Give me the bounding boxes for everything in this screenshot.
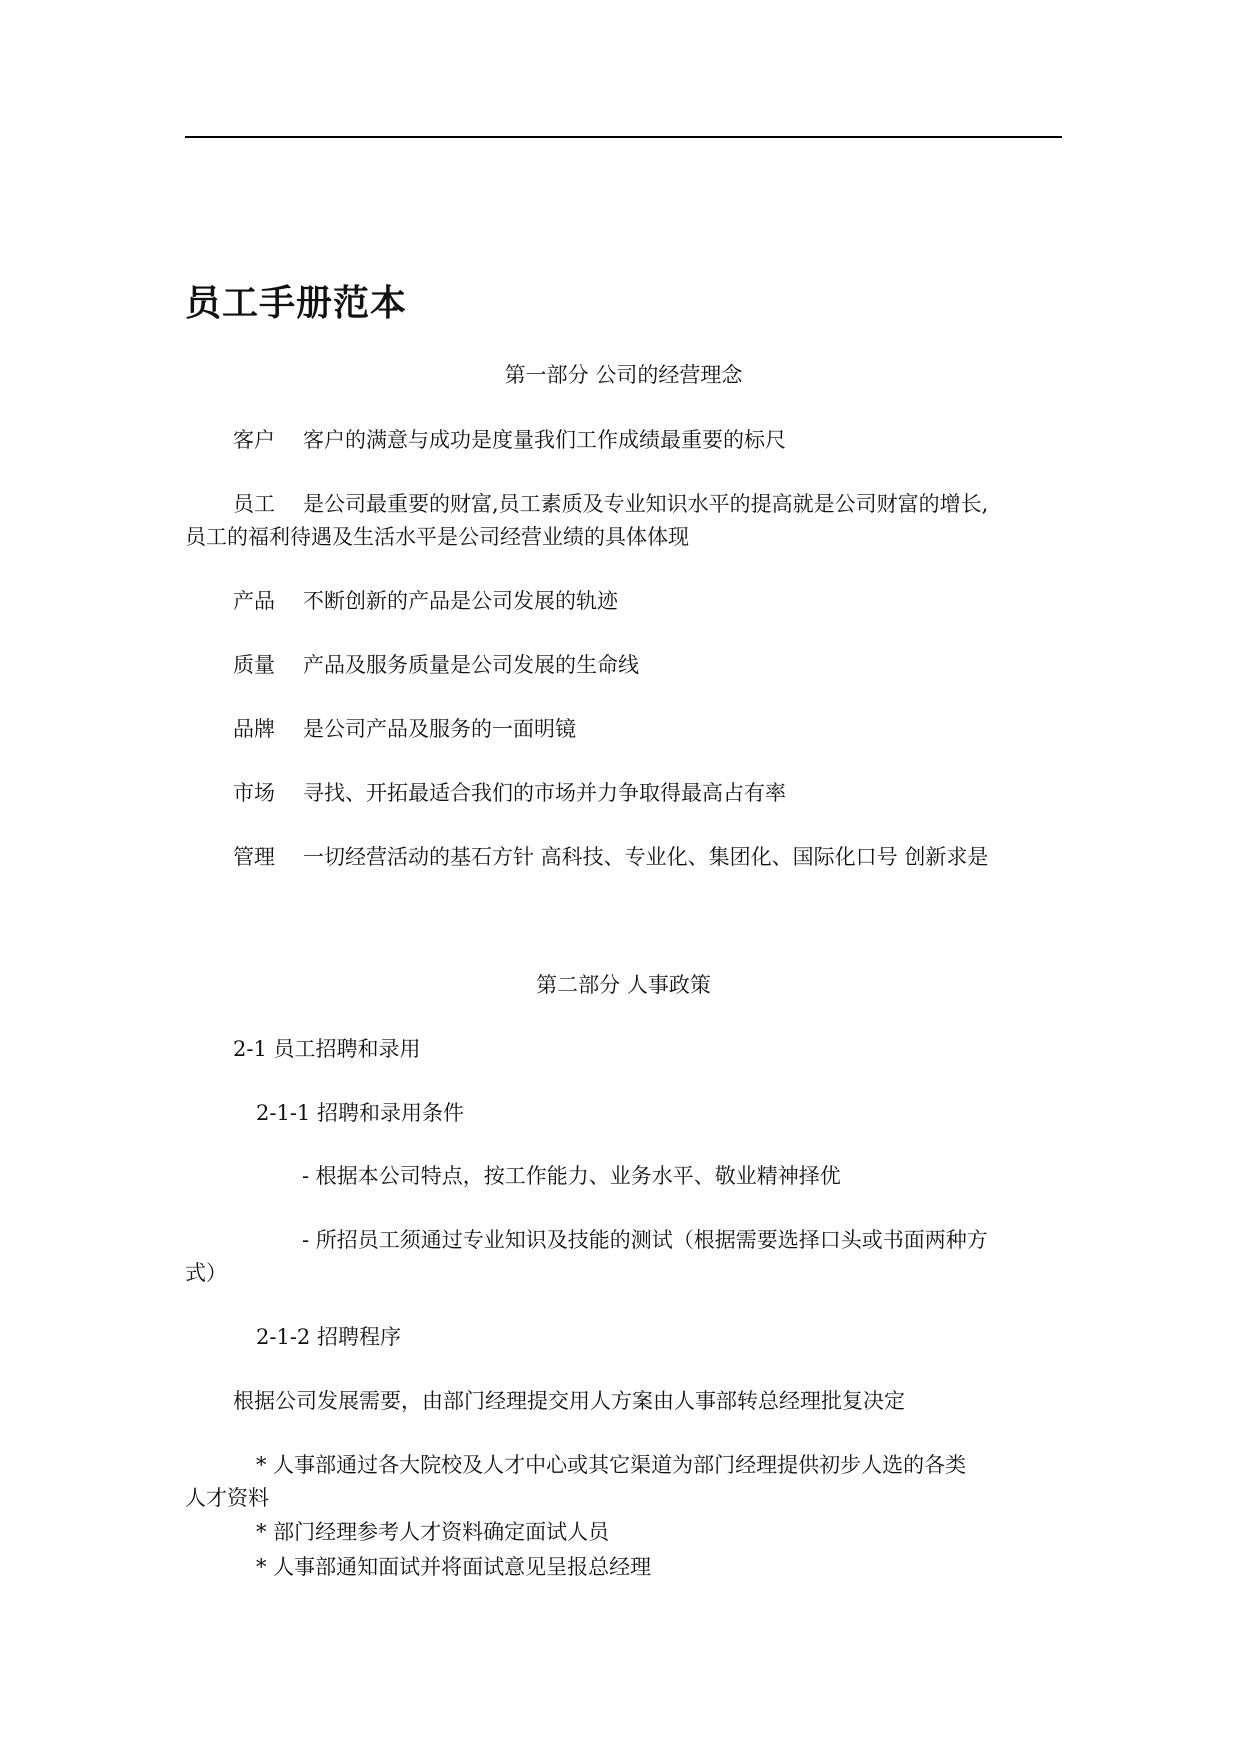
condition-item-continuation: 式） bbox=[185, 1261, 227, 1285]
principle-term: 质量 bbox=[233, 653, 275, 677]
principle-item-customer bbox=[233, 424, 786, 456]
header-rule bbox=[185, 136, 1062, 138]
principle-text: 客户的满意与成功是度量我们工作成绩最重要的标尺 bbox=[303, 428, 786, 452]
section-2-1-2-heading: 2-1-2 招聘程序 bbox=[256, 1325, 401, 1349]
principle-item-product bbox=[233, 585, 618, 617]
section-2-1-1-heading: 2-1-1 招聘和录用条件 bbox=[256, 1101, 464, 1125]
principle-term: 市场 bbox=[233, 781, 275, 805]
section-2-1-heading: 2-1 员工招聘和录用 bbox=[233, 1037, 421, 1061]
principle-item-market bbox=[233, 777, 786, 809]
principle-term: 管理 bbox=[233, 845, 275, 869]
principle-term: 品牌 bbox=[233, 717, 275, 741]
procedure-step-continuation: 人才资料 bbox=[185, 1486, 269, 1510]
principle-text: 不断创新的产品是公司发展的轨迹 bbox=[303, 589, 618, 613]
part1-heading: 第一部分 公司的经营理念 bbox=[504, 363, 743, 387]
principle-item-quality bbox=[233, 649, 639, 681]
principle-text: 是公司产品及服务的一面明镜 bbox=[303, 717, 576, 741]
principle-text: 寻找、开拓最适合我们的市场并力争取得最高占有率 bbox=[303, 781, 786, 805]
condition-item: - 根据本公司特点，按工作能力、业务水平、敬业精神择优 bbox=[302, 1164, 841, 1188]
condition-item: - 所招员工须通过专业知识及技能的测试（根据需要选择口头或书面两种方 bbox=[302, 1228, 988, 1252]
part2-heading: 第二部分 人事政策 bbox=[536, 973, 711, 997]
principle-item-management bbox=[233, 841, 988, 873]
principle-text: 产品及服务质量是公司发展的生命线 bbox=[303, 653, 639, 677]
procedure-step: * 人事部通过各大院校及人才中心或其它渠道为部门经理提供初步人选的各类 bbox=[256, 1453, 967, 1477]
principle-item-brand bbox=[233, 713, 576, 745]
principle-text-continuation: 员工的福利待遇及生活水平是公司经营业绩的具体体现 bbox=[185, 525, 689, 549]
procedure-intro: 根据公司发展需要，由部门经理提交用人方案由人事部转总经理批复决定 bbox=[233, 1389, 905, 1413]
principle-term: 产品 bbox=[233, 589, 275, 613]
document-title: 员工手册范本 bbox=[185, 283, 408, 324]
principle-item-employee bbox=[233, 488, 988, 520]
principle-term: 客户 bbox=[233, 428, 275, 452]
principle-text: 是公司最重要的财富,员工素质及专业知识水平的提高就是公司财富的增长, bbox=[303, 492, 989, 516]
principle-term: 员工 bbox=[233, 492, 275, 516]
procedure-step: * 部门经理参考人才资料确定面试人员 bbox=[256, 1520, 610, 1544]
procedure-step: * 人事部通知面试并将面试意见呈报总经理 bbox=[256, 1555, 652, 1579]
principle-text: 一切经营活动的基石方针 高科技、专业化、集团化、国际化口号 创新求是 bbox=[303, 845, 989, 869]
